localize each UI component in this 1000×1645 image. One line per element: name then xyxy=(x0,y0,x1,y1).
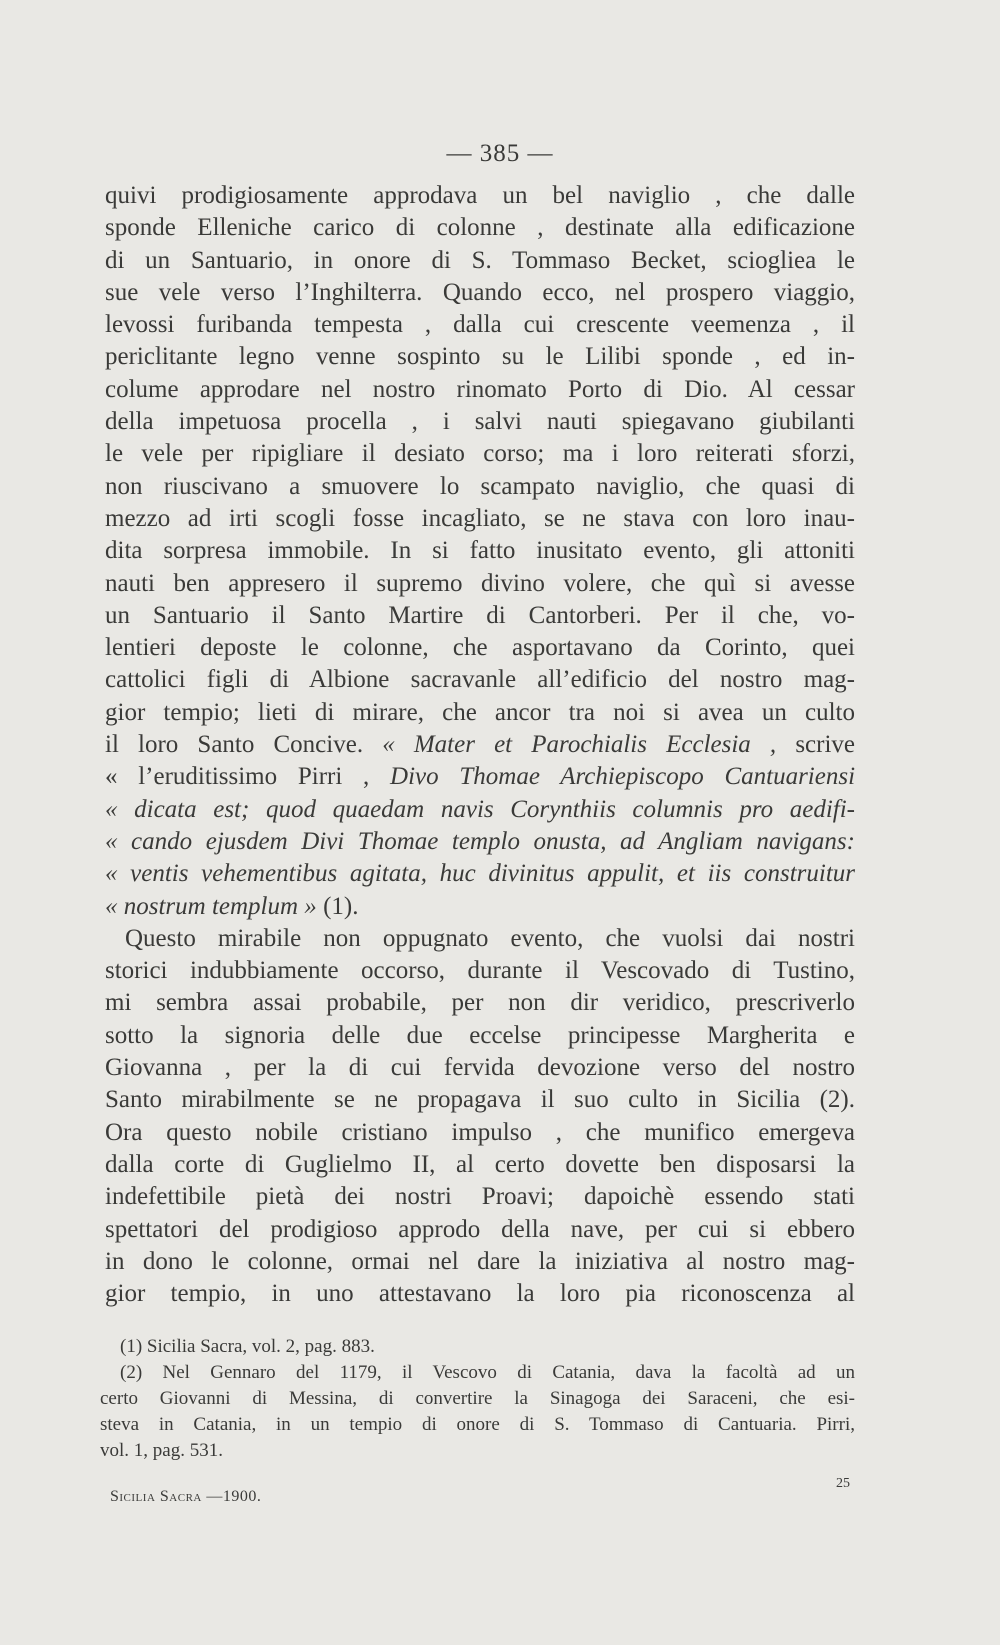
text-line: mezzo ad irti scogli fosse incagliato, se ne stava con loro inau- xyxy=(105,504,855,532)
text-line: un Santuario il Santo Martire di Cantorberi. Per il che, vo- xyxy=(105,601,855,629)
latin-quote-line: « dicata est; quod quaedam navis Corynthiis columnis pro aedifi- xyxy=(105,795,855,823)
text-line: storici indubbiamente occorso, durante il Vescovado di Tustino, xyxy=(105,957,855,985)
text-line: quivi prodigiosamente approdava un bel naviglio , che dalle xyxy=(105,182,855,209)
text-line: sponde Elleniche carico di colonne , destinate alla edificazione xyxy=(105,214,855,242)
text-line: in dono le colonne, ormai nel dare la iniziativa al nostro mag- xyxy=(105,1247,855,1275)
text-line: Santo mirabilmente se ne propagava il suo culto in Sicilia (2). xyxy=(105,1086,855,1114)
main-text xyxy=(105,180,855,1310)
text-line: lentieri deposte le colonne, che asportavano da Corinto, quei xyxy=(105,634,855,662)
footnotes xyxy=(100,1334,855,1464)
signature: Sicilia Sacra —1900. xyxy=(110,1488,262,1505)
text-line: dita sorpresa immobile. In si fatto inusitato evento, gli attoniti xyxy=(105,537,855,565)
text-line: mi sembra assai probabile, per non dir veridico, prescriverlo xyxy=(105,989,855,1017)
text-line xyxy=(105,761,855,793)
line-text: « l’eruditissimo Pirri , xyxy=(105,763,370,791)
text-line: colume approdare nel nostro rinomato Porto di Dio. Al cessar xyxy=(105,375,855,403)
latin-quote: « Mater et Parochialis Ecclesia , xyxy=(382,731,777,759)
text-line xyxy=(105,729,855,761)
latin-quote: « nostrum templum » xyxy=(105,892,317,920)
line-text: scrive xyxy=(795,731,856,759)
signature-mark: 25 xyxy=(836,1476,850,1491)
text-line: spettatori del prodigioso approdo della nave, per cui si ebbero xyxy=(105,1215,855,1243)
latin-quote-line: « ventis vehementibus agitata, huc divinitus appulit, et iis construitur xyxy=(105,860,855,888)
page-number: — 385 — xyxy=(446,140,554,167)
footnote-1: (1) Sicilia Sacra, vol. 2, pag. 883. xyxy=(120,1336,375,1357)
text-line: di un Santuario, in onore di S. Tommaso Becket, sciogliea le xyxy=(105,246,855,274)
footnote-ref: (1). xyxy=(323,892,359,920)
text-line: levossi furibanda tempesta , dalla cui crescente veemenza , il xyxy=(105,311,855,339)
footnote-2: (2) Nel Gennaro del 1179, il Vescovo di Catania, dava la facoltà ad un xyxy=(120,1362,855,1383)
footnote-2-line: certo Giovanni di Messina, di convertire la Sinagoga dei Saraceni, che esi- xyxy=(100,1388,855,1409)
text-line: Ora questo nobile cristiano impulso , che munifico emergeva xyxy=(105,1118,855,1146)
footnote-2-line: steva in Catania, in un tempio di onore di S. Tommaso di Cantuaria. Pirri, xyxy=(100,1414,855,1435)
text-line: dalla corte di Guglielmo II, al certo dovette ben disposarsi la xyxy=(105,1150,855,1178)
text-line: le vele per ripigliare il desiato corso; ma i loro reiterati sforzi, xyxy=(105,440,855,468)
text-line: della impetuosa procella , i salvi nauti spiegavano giubilanti xyxy=(105,408,855,436)
text-line: gior tempio, in uno attestavano la loro pia riconoscenza al xyxy=(105,1280,855,1308)
page-footer xyxy=(110,1476,850,1518)
text-line: Giovanna , per la di cui fervida devozione verso del nostro xyxy=(105,1054,855,1082)
text-line: sue vele verso l’Inghilterra. Quando ecco, nel prospero viaggio, xyxy=(105,278,855,306)
latin-quote-line: « cando ejusdem Divi Thomae templo onusta, ad Angliam navigans: xyxy=(105,827,855,855)
text-line: indefettibile pietà dei nostri Proavi; dapoichè essendo stati xyxy=(105,1183,855,1211)
line-text: il loro Santo Concive. xyxy=(105,731,364,759)
paragraph-start: Questo mirabile non oppugnato evento, che vuolsi dai nostri xyxy=(125,924,855,952)
text-line: gior tempio; lieti di mirare, che ancor tra noi si avea un culto xyxy=(105,698,855,726)
footnote-2-line: vol. 1, pag. 531. xyxy=(100,1440,223,1461)
text-line: non riuscivano a smuovere lo scampato naviglio, che quasi di xyxy=(105,472,855,500)
text-line: periclitante legno venne sospinto su le Lilibi sponde , ed in- xyxy=(105,343,855,371)
text-line xyxy=(105,891,855,923)
latin-quote: Divo Thomae Archiepiscopo Cantuariensi xyxy=(390,763,856,791)
text-line: cattolici figli di Albione sacravanle all’edificio del nostro mag- xyxy=(105,666,855,694)
text-line: sotto la signoria delle due eccelse principesse Margherita e xyxy=(105,1021,855,1049)
text-line: nauti ben appresero il supremo divino volere, che quì si avesse xyxy=(105,569,855,597)
